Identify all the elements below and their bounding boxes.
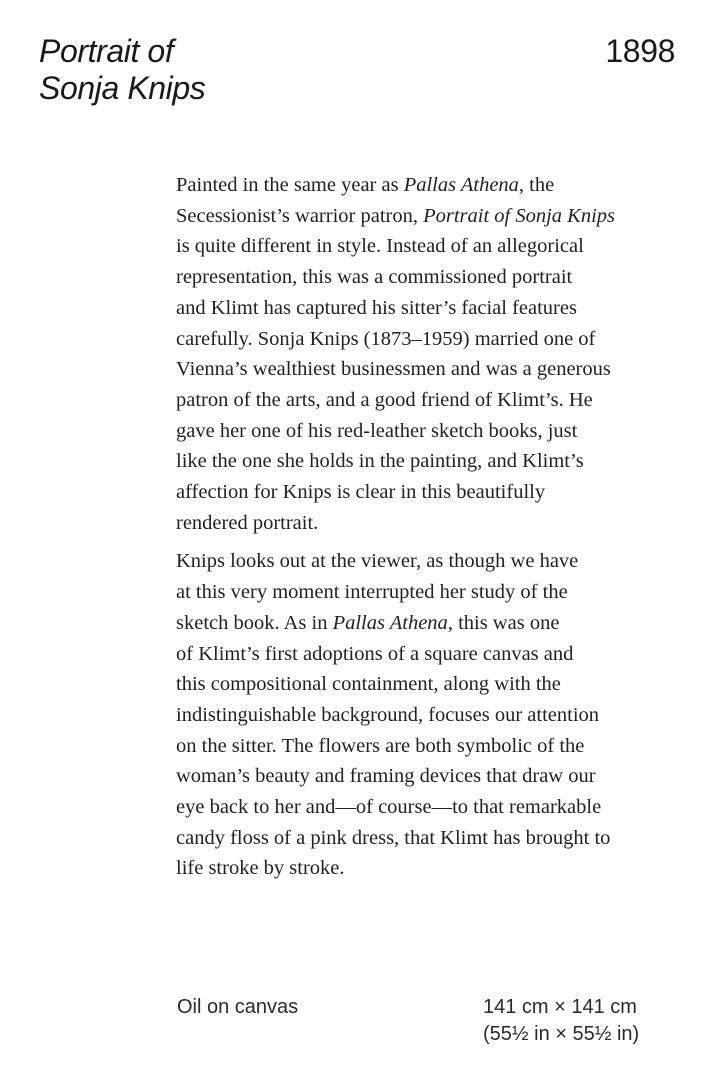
text-line: this compositional containment, along with the: [176, 673, 561, 696]
body-text: [176, 170, 696, 884]
artwork-title: [39, 33, 205, 107]
paragraph-1: [176, 170, 696, 538]
artwork-year: 1898: [605, 33, 675, 69]
text-line: like the one she holds in the painting, and Klimt’s: [176, 450, 584, 473]
text-line: of Klimt’s first adoptions of a square canvas and: [176, 642, 574, 665]
text-line: at this very moment interrupted her study of the: [176, 581, 568, 604]
text-line: is quite different in style. Instead of an allegorical: [176, 235, 584, 258]
dimensions: [483, 994, 639, 1048]
text-line: life stroke by stroke.: [176, 857, 345, 880]
text-line: Painted in the same year as Pallas Athena, the: [176, 174, 555, 196]
text-line: and Klimt has captured his sitter’s facial features: [176, 296, 577, 319]
artwork-title-line-1: Portrait of: [39, 33, 174, 69]
text-line: representation, this was a commissioned portrait: [176, 266, 573, 289]
text-line: woman’s beauty and framing devices that draw our: [176, 765, 596, 788]
text-line: indistinguishable background, focuses our attention: [176, 703, 600, 726]
text-line: sketch book. As in Pallas Athena, this was one: [176, 611, 560, 634]
text-line: carefully. Sonja Knips (1873–1959) married one of: [176, 327, 596, 350]
text-line: candy floss of a pink dress, that Klimt has brought to: [176, 826, 611, 849]
paragraph-2: [176, 546, 696, 884]
text-line: patron of the arts, and a good friend of Klimt’s. He: [176, 388, 593, 411]
text-line: affection for Knips is clear in this beautifully: [176, 481, 546, 504]
dimensions-metric: 141 cm × 141 cm: [483, 996, 637, 1018]
text-line: rendered portrait.: [176, 511, 319, 534]
dimensions-imperial: (55½ in × 55½ in): [483, 1023, 640, 1045]
artwork-title-line-2: Sonja Knips: [39, 70, 206, 106]
text-line: gave her one of his red-leather sketch books, just: [176, 419, 578, 442]
text-line: Secessionist’s warrior patron, Portrait of Sonja Knips: [176, 204, 616, 227]
medium-label: Oil on canvas: [177, 996, 299, 1018]
text-line: eye back to her and—of course—to that remarkable: [176, 796, 602, 819]
text-line: Vienna’s wealthiest businessmen and was a generous: [176, 358, 611, 381]
text-line: on the sitter. The flowers are both symbolic of the: [176, 734, 585, 757]
text-line: Knips looks out at the viewer, as though we have: [176, 550, 579, 573]
